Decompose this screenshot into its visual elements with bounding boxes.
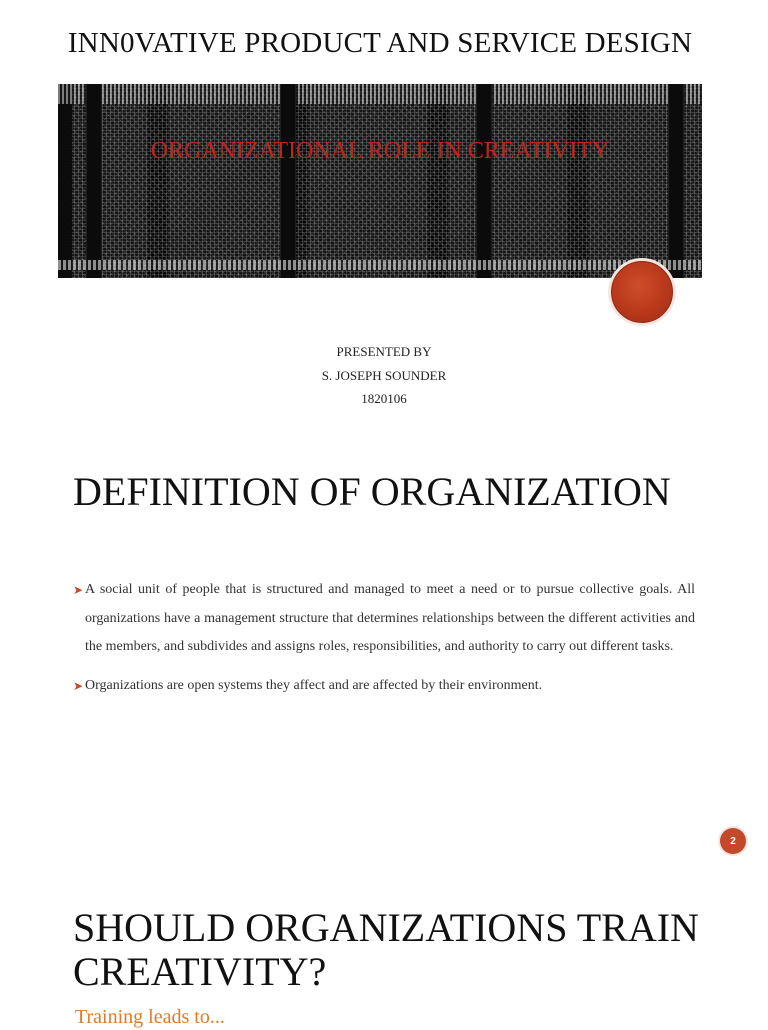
banner-post	[476, 84, 492, 278]
definition-bullet-list	[73, 576, 695, 711]
banner-post	[86, 84, 102, 278]
bullet-text: A social unit of people that is structured and managed to meet a need or to pursue collective goals. All organizations have a management structure that determines relationships between the different activities and the members, and subdivides and assigns roles, responsibilities, and authority to carry out different tasks.	[85, 582, 695, 655]
presenter-name: S. JOSEPH SOUNDER	[321, 367, 447, 383]
banner-post	[280, 84, 296, 278]
presenter-id: 1820106	[361, 391, 407, 406]
bullet-arrow-icon: ➤	[73, 583, 84, 597]
course-title: INN0VATIVE PRODUCT AND SERVICE DESIGN	[67, 27, 693, 59]
bullet-arrow-icon: ➤	[73, 679, 84, 694]
slide-title: ORGANIZATIONAL ROLE IN CREATIVITY	[150, 138, 610, 164]
presenter-info	[230, 340, 538, 411]
list-item	[73, 576, 695, 662]
list-item	[73, 672, 695, 701]
decorative-circle-fill	[611, 261, 673, 323]
banner-texture-bottom	[58, 260, 702, 270]
train-creativity-heading: SHOULD ORGANIZATIONS TRAIN CREATIVITY?	[73, 905, 699, 994]
title-banner-image	[58, 84, 702, 278]
page-number: 2	[720, 828, 746, 854]
definition-heading: DEFINITION OF ORGANIZATION	[73, 469, 671, 514]
banner-texture-top	[58, 84, 702, 104]
training-subtext: Training leads to...	[75, 1006, 225, 1028]
banner-post	[668, 84, 684, 278]
decorative-circle-badge	[608, 258, 676, 326]
presenter-label: PRESENTED BY	[336, 344, 432, 359]
page-number-badge	[718, 826, 748, 856]
bullet-text: Organizations are open systems they affect and are affected by their environment.	[85, 678, 543, 694]
